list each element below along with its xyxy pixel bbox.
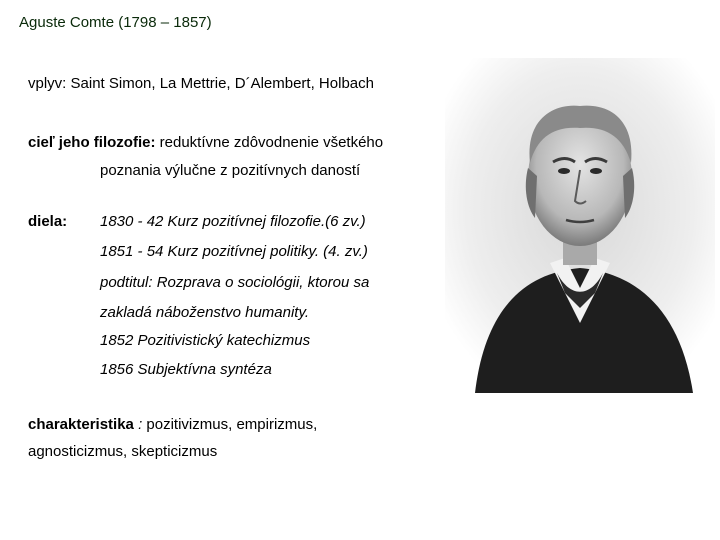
characteristics-line-1 (28, 416, 450, 434)
goal-text-2: poznania výlučne z pozitívnych daností (100, 162, 361, 179)
work-item: zakladá náboženstvo humanity. (100, 304, 310, 321)
characteristics-label: charakteristika (28, 416, 134, 433)
work-item: 1830 - 42 Kurz pozitívnej filozofie.(6 zv.) (100, 213, 366, 230)
work-item: podtitul: Rozprava o sociológii, ktorou sa (100, 274, 370, 291)
characteristics-text-2: agnosticizmus, skepticizmus (28, 443, 218, 460)
work-item: 1856 Subjektívna syntéza (100, 361, 272, 378)
goal-line (28, 134, 450, 152)
characteristics-sep: : (133, 416, 143, 433)
characteristics-text-1: pozitivizmus, empirizmus, (142, 416, 318, 433)
goal-text-1: reduktívne zdôvodnenie všetkého (155, 134, 384, 151)
goal-label: cieľ jeho filozofie: (28, 134, 156, 151)
portrait-image (445, 58, 715, 393)
slide-title: Aguste Comte (1798 – 1857) (19, 14, 212, 31)
work-item: 1852 Pozitivistický katechizmus (100, 332, 311, 349)
works-label: diela: (28, 213, 68, 230)
influence-line: vplyv: Saint Simon, La Mettrie, D´Alembert, Holbach (28, 75, 374, 92)
work-item: 1851 - 54 Kurz pozitívnej politiky. (4. zv.) (100, 243, 368, 260)
